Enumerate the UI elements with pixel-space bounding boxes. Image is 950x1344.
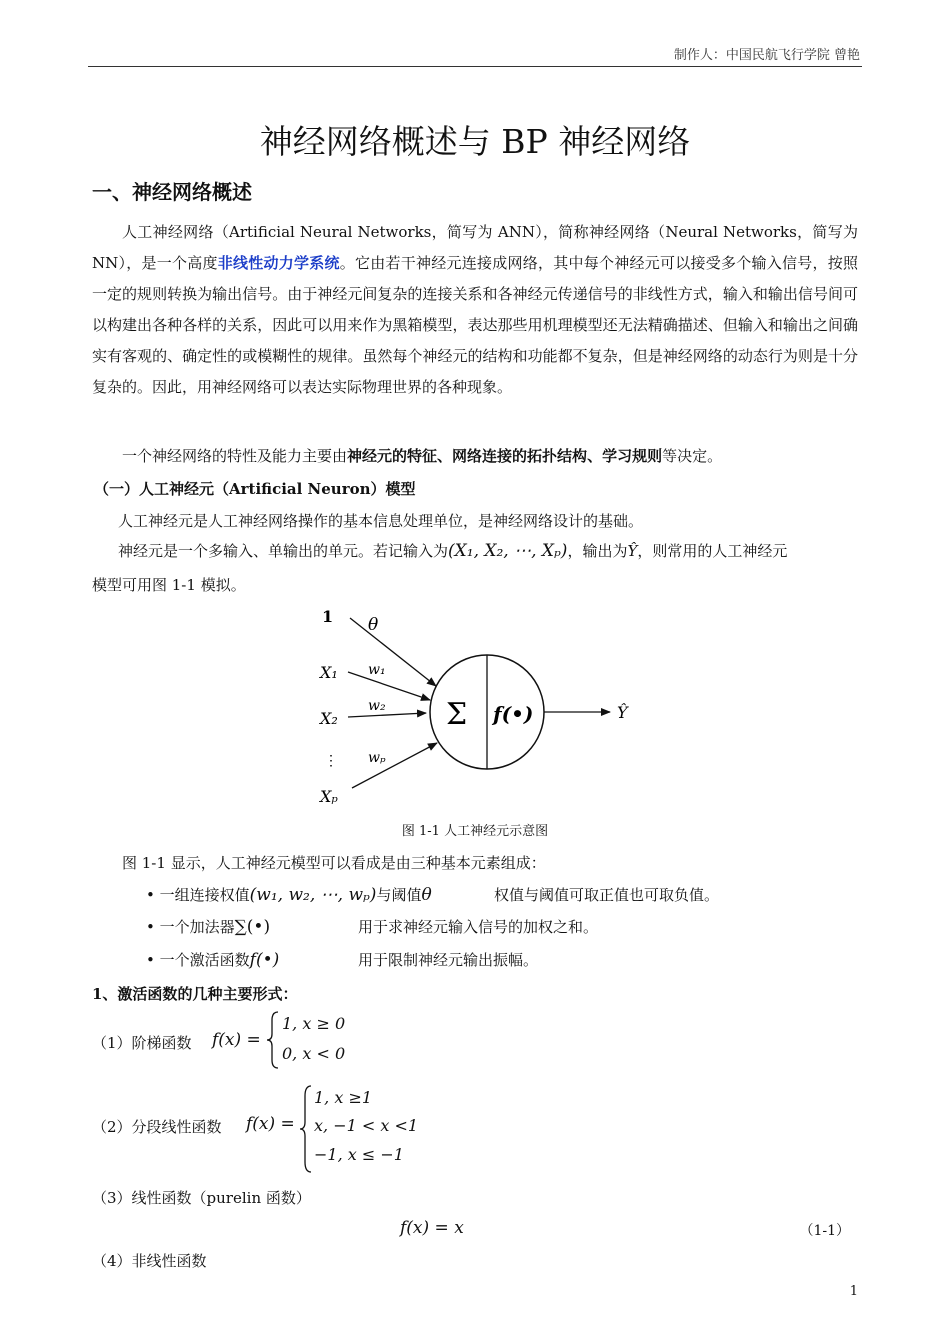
step-function-lhs: f(x) = bbox=[212, 1030, 261, 1050]
para2-sep-1: 、 bbox=[437, 447, 453, 465]
step-case-2: 0, x < 0 bbox=[282, 1044, 346, 1063]
piecewise-function-lhs: f(x) = bbox=[246, 1114, 295, 1134]
xp-arrow bbox=[352, 743, 437, 788]
subsection-heading-neuron: （一）人工神经元（Artificial Neuron）模型 bbox=[94, 480, 416, 498]
bias-arrow bbox=[350, 618, 436, 686]
linear-function-equation: f(x) = x bbox=[400, 1218, 464, 1238]
sum-symbol: Σ bbox=[446, 697, 468, 732]
para4-inputs-math: (X₁, X₂, ⋯, Xₚ) bbox=[448, 541, 568, 561]
para4-text-a: 神经元是一个多输入、单输出的单元。若记输入为 bbox=[118, 542, 449, 560]
x2-label: X₂ bbox=[320, 709, 338, 728]
para1-text-b: 。它由若干神经元连接成网络，其中每个神经元可以接受多个输入信号，按照一定的规则转换为输出信号。由于神经元间复杂的连接关系和各神经元传递信号的非线性方式，输入和输出信号间可以构建出各种各样的关系，因此可以用来作为黑箱模型，表达那些用机理模型还无法精确描述、但输入和输出之间确实有客观的、确定性的或模糊性的规律。虽然每个神经元的结构和功能都不复杂，但是神经网络的动态行为则是十分复杂的。因此，用神经网络可以表达实际物理世界的各种现象。 bbox=[92, 254, 858, 396]
page-number: 1 bbox=[849, 1284, 858, 1299]
output-label: Ŷ bbox=[617, 703, 628, 722]
x2-arrow bbox=[348, 713, 426, 717]
para1-text-a: 人工神经网络（Artificial Neural Networks，简写为 ANN），简称神经网络（Neural Networks，简写为 NN），是一个高度 bbox=[92, 223, 858, 272]
para2-prefix: 一个神经网络的特性及能力主要由 bbox=[122, 447, 348, 465]
bullet-math: f(•) bbox=[249, 950, 280, 970]
activation-symbol: f(•) bbox=[493, 702, 534, 726]
bullet-math: ∑(•) bbox=[234, 917, 271, 937]
bullet-text-2: 与阈值 bbox=[376, 886, 422, 904]
bullet-activation bbox=[146, 949, 279, 970]
bullet-math-2: θ bbox=[421, 885, 432, 905]
x1-arrow bbox=[348, 672, 430, 700]
nonlinear-function-label: （4）非线性函数 bbox=[92, 1252, 207, 1270]
section-heading-overview: 一、神经网络概述 bbox=[92, 180, 252, 204]
dots-label: ⋮ bbox=[324, 753, 338, 769]
bullet-adder bbox=[146, 916, 270, 937]
equation-number: （1-1） bbox=[799, 1223, 850, 1239]
paragraph-three-elements: 图 1-1 显示，人工神经元模型可以看成是由三种基本元素组成： bbox=[122, 854, 546, 872]
paragraph-neuron-io-line1 bbox=[118, 540, 787, 561]
theta-label: θ bbox=[368, 615, 379, 635]
xp-label: Xₚ bbox=[320, 787, 338, 806]
para2-sep-2: 、 bbox=[587, 447, 603, 465]
bullet-weights bbox=[146, 884, 432, 905]
activation-forms-heading: 1、激活函数的几种主要形式： bbox=[92, 985, 298, 1003]
figure-caption: 图 1-1 人工神经元示意图 bbox=[401, 824, 549, 839]
paragraph-ann-intro bbox=[92, 217, 858, 403]
linear-function-label: （3）线性函数（purelin 函数） bbox=[92, 1189, 311, 1207]
w2-label: w₂ bbox=[368, 698, 386, 714]
para2-suffix: 等决定。 bbox=[662, 447, 723, 465]
piecewise-function-brace bbox=[299, 1084, 313, 1174]
piecewise-case-3: −1, x ≤ −1 bbox=[314, 1145, 404, 1164]
para1-highlight: 非线性动力学系统 bbox=[217, 254, 340, 272]
bullet-mark: • bbox=[146, 918, 155, 936]
header-rule bbox=[88, 66, 862, 67]
piecewise-case-1: 1, x ≥1 bbox=[314, 1088, 373, 1107]
bullet-text: 一个加法器 bbox=[159, 918, 235, 936]
wp-label: wₚ bbox=[368, 750, 386, 766]
step-case-1: 1, x ≥ 0 bbox=[282, 1014, 346, 1033]
para4-text-b: ，输出为 bbox=[567, 542, 628, 560]
x1-label: X₁ bbox=[320, 663, 338, 682]
bias-input-label: 1 bbox=[322, 607, 334, 626]
neuron-diagram bbox=[300, 600, 650, 815]
para4-output-math: Ŷ bbox=[627, 542, 638, 560]
bullet-activation-desc: 用于限制神经元输出振幅。 bbox=[358, 951, 539, 969]
para2-bold-3: 学习规则 bbox=[602, 447, 663, 465]
bullet-text: 一组连接权值 bbox=[159, 886, 250, 904]
para4-text-c: ，则常用的人工神经元 bbox=[637, 542, 788, 560]
w1-label: w₁ bbox=[368, 662, 386, 678]
para2-bold-1: 神经元的特征 bbox=[347, 447, 438, 465]
bullet-adder-desc: 用于求神经元输入信号的加权之和。 bbox=[358, 918, 599, 936]
document-title: 神经网络概述与 BP 神经网络 bbox=[259, 122, 691, 161]
para2-bold-2: 网络连接的拓扑结构 bbox=[452, 447, 588, 465]
bullet-weights-desc: 权值与阈值可取正值也可取负值。 bbox=[494, 886, 720, 904]
bullet-mark: • bbox=[146, 886, 155, 904]
step-function-brace bbox=[266, 1010, 280, 1070]
step-function-label: （1）阶梯函数 bbox=[92, 1034, 192, 1052]
bullet-text: 一个激活函数 bbox=[159, 951, 250, 969]
paragraph-network-properties bbox=[92, 441, 858, 472]
paragraph-neuron-io-line2: 模型可用图 1-1 模拟。 bbox=[92, 576, 246, 594]
page-header-author: 制作人：中国民航飞行学院 曾艳 bbox=[673, 48, 860, 63]
bullet-mark: • bbox=[146, 951, 155, 969]
piecewise-function-label: （2）分段线性函数 bbox=[92, 1118, 222, 1136]
piecewise-case-2: x, −1 < x <1 bbox=[314, 1116, 419, 1135]
paragraph-neuron-basic: 人工神经元是人工神经网络操作的基本信息处理单位，是神经网络设计的基础。 bbox=[118, 512, 644, 530]
bullet-math: (w₁, w₂, ⋯, wₚ) bbox=[249, 885, 377, 905]
